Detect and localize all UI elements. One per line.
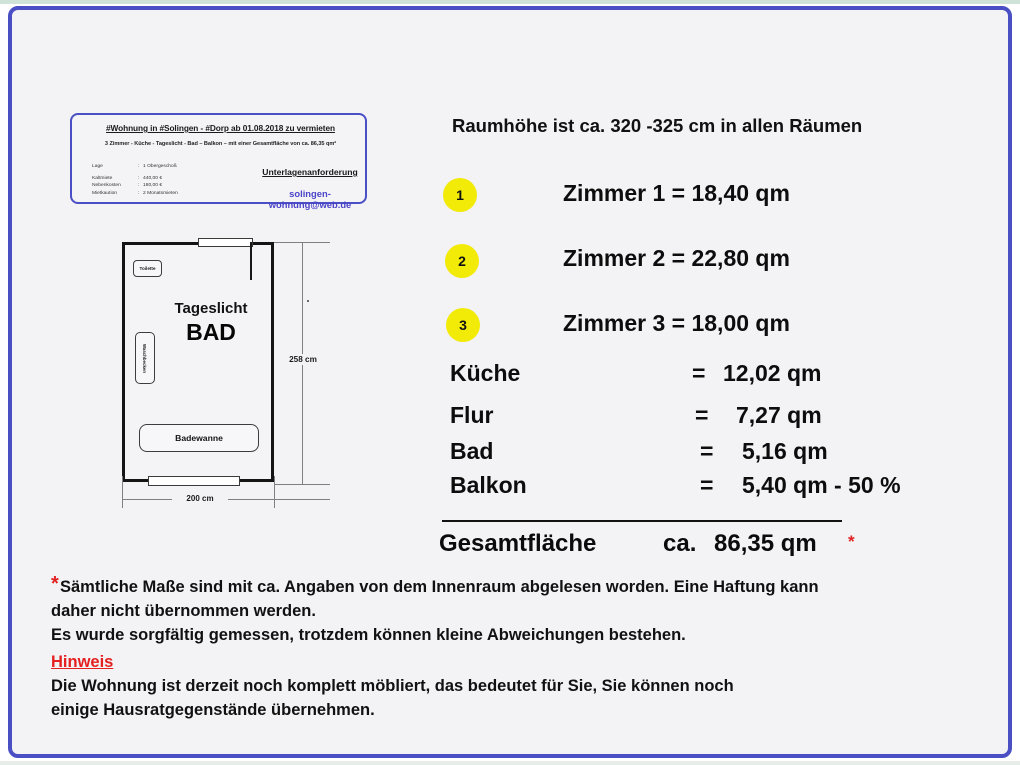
fact-value-nebenkosten: 180,00 € xyxy=(143,183,163,189)
toilet-fixture: Toilette xyxy=(133,260,162,277)
footnote-line-1: Sämtliche Maße sind mit ca. Angaben von dem Innenraum abgelesen worden. Eine Haftung kann xyxy=(60,578,819,596)
listing-headline: #Wohnung in #Solingen - #Dorp ab 01.08.2018 zu vermieten xyxy=(106,123,335,133)
door-bottom-icon xyxy=(148,476,240,486)
footnote-star: * xyxy=(51,573,59,595)
fact-value-mietkaution: 2 Monatsmieten xyxy=(143,190,178,196)
bathtub-fixture: Badewanne xyxy=(139,424,259,452)
slide-canvas xyxy=(8,6,1012,758)
footnote-line-2: daher nicht übernommen werden. xyxy=(51,602,316,620)
area-row-kueche xyxy=(450,360,928,392)
hinweis-heading-wrapper xyxy=(51,647,1001,674)
room-badge-2: 2 xyxy=(445,244,479,278)
listing-subheadline: 3 Zimmer - Küche - Tageslicht - Bad – Balkon – mit einer Gesamtfläche von ca. 86,35 qm² xyxy=(104,141,337,147)
document-request-title: Unterlagenanforderung xyxy=(262,167,358,177)
listing-info-box xyxy=(70,113,367,210)
bathroom-floorplan xyxy=(102,232,352,517)
area-equals-kueche: = xyxy=(692,360,706,386)
fact-label-lage: Lage xyxy=(92,164,103,169)
room-height-note: Raumhöhe ist ca. 320 -325 cm in allen Räumen xyxy=(452,115,863,136)
contact-email-link[interactable]: solingen-wohnung@web.de xyxy=(268,188,352,210)
fact-colon-kaltmiete: : xyxy=(138,176,140,182)
hinweis-heading: Hinweis xyxy=(51,653,114,671)
dimension-tick-left xyxy=(122,476,123,508)
footnote-line-4: Die Wohnung ist derzeit noch komplett möbliert, das bedeutet für Sie, Sie können noch xyxy=(51,677,734,695)
floorplan-marker-dot xyxy=(307,300,309,302)
dimension-tick-bottom xyxy=(274,484,330,485)
fact-colon-mietkaution: : xyxy=(138,190,140,196)
area-row-flur xyxy=(450,402,928,434)
listing-facts xyxy=(92,163,212,197)
door-swing-line-icon xyxy=(250,242,252,280)
door-top-icon xyxy=(198,238,253,247)
room-area-zimmer-2: Zimmer 2 = 22,80 qm xyxy=(563,245,790,271)
fact-row-kaltmiete xyxy=(92,175,212,182)
area-name-bad: Bad xyxy=(450,438,494,464)
fact-colon-lage: : xyxy=(138,164,140,169)
floorplan-room-subtitle: Tageslicht xyxy=(174,300,248,317)
fact-row-lage xyxy=(92,163,212,170)
footnote-line-5: einige Hausratgegenstände übernehmen. xyxy=(51,701,375,719)
room-badge-3: 3 xyxy=(446,308,480,342)
area-equals-flur: = xyxy=(695,402,709,428)
fact-value-lage: 1 Obergeschoß xyxy=(143,164,177,169)
area-row-bad xyxy=(450,438,928,470)
sink-fixture-label: Waschbecken xyxy=(142,343,148,373)
area-value-kueche: 12,02 qm xyxy=(723,360,822,386)
area-value-bad: 5,16 qm xyxy=(742,438,828,464)
fact-label-nebenkosten: Nebenkosten xyxy=(92,183,121,189)
dimension-label-width: 200 cm xyxy=(172,493,228,504)
area-equals-balkon: = xyxy=(700,472,714,498)
area-name-flur: Flur xyxy=(450,402,494,428)
top-edge-line xyxy=(0,0,1020,4)
fact-value-kaltmiete: 440,00 € xyxy=(143,176,163,182)
total-area-footnote-star: * xyxy=(848,532,855,551)
room-area-zimmer-1: Zimmer 1 = 18,40 qm xyxy=(563,180,790,206)
footnotes-block xyxy=(51,575,1001,722)
fact-label-mietkaution: Mietkaution xyxy=(92,190,118,196)
room-area-zimmer-3: Zimmer 3 = 18,00 qm xyxy=(563,310,790,336)
floorplan-room-title: BAD xyxy=(186,319,236,345)
area-name-kueche: Küche xyxy=(450,360,521,386)
dimension-tick-right xyxy=(274,476,275,508)
area-value-balkon: 5,40 qm - 50 % xyxy=(742,472,901,498)
fact-label-kaltmiete: Kaltmiete xyxy=(92,176,113,182)
fact-row-mietkaution xyxy=(92,190,212,197)
fact-colon-nebenkosten: : xyxy=(138,183,140,189)
area-row-balkon xyxy=(450,472,928,504)
footnote-line-3: Es wurde sorgfältig gemessen, trotzdem können kleine Abweichungen bestehen. xyxy=(51,626,686,644)
bottom-edge-line xyxy=(0,761,1020,765)
fact-row-nebenkosten xyxy=(92,182,212,189)
total-area-row xyxy=(439,530,939,564)
area-name-balkon: Balkon xyxy=(450,472,527,498)
area-equals-bad: = xyxy=(700,438,714,464)
total-area-value: 86,35 qm xyxy=(714,530,817,557)
total-divider xyxy=(442,520,842,522)
dimension-label-height: 258 cm xyxy=(278,354,328,365)
room-badge-1: 1 xyxy=(443,178,477,212)
total-area-approx: ca. xyxy=(663,530,697,557)
area-value-flur: 7,27 qm xyxy=(736,402,822,428)
total-area-label: Gesamtfläche xyxy=(439,530,597,557)
